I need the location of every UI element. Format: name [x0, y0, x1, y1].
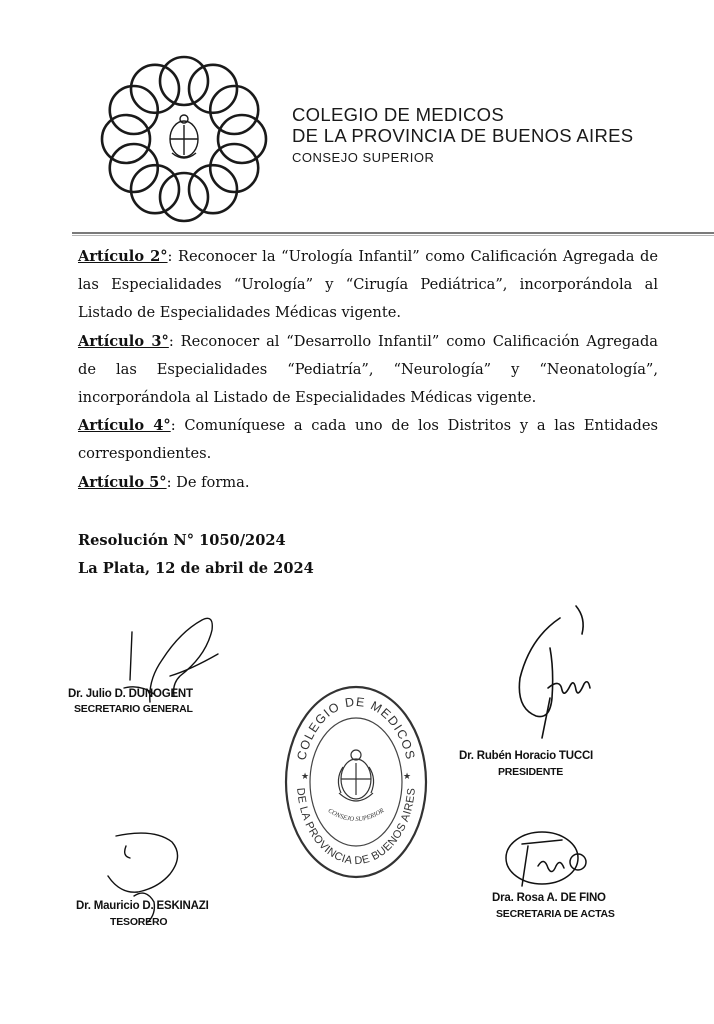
seal-star-right-icon: ★	[402, 772, 412, 782]
logo-ring	[218, 115, 266, 163]
actas-name: Dra. Rosa A. DE FINO	[492, 892, 606, 904]
official-seal	[283, 683, 429, 881]
article-text: : Reconocer al “Desarrollo Infantil” como Calificación Agregada de las Especialidades “Pediatría”, “Neurología” y “Neonatología”, incorporándola al Listado de Especialidades Médicas vigente.	[78, 332, 658, 407]
seal-star-left-icon: ★	[300, 772, 310, 782]
logo-ring	[110, 86, 158, 134]
header-divider-secondary	[72, 235, 714, 236]
article-3	[78, 328, 658, 413]
secretario-title: SECRETARIO GENERAL	[74, 703, 193, 715]
argentina-coat-of-arms-icon	[170, 115, 198, 158]
article-text: : Reconocer la “Urología Infantil” como Calificación Agregada de las Especialidades “Urología” y “Cirugía Pediátrica”, incorporándola al Listado de Especialidades Médicas vigente.	[78, 248, 658, 322]
article-2	[78, 243, 658, 328]
article-text: : De forma.	[166, 473, 250, 491]
actas-title: SECRETARIA DE ACTAS	[496, 908, 615, 920]
article-label: Artículo 4°	[78, 417, 171, 435]
header-divider	[72, 232, 714, 234]
article-label: Artículo 5°	[78, 473, 167, 491]
logo-ring	[210, 144, 258, 192]
logo-ring	[189, 65, 237, 113]
logo-ring	[102, 115, 150, 163]
articles-body	[78, 243, 658, 497]
resolution-block	[78, 527, 314, 583]
signature-presidente	[490, 598, 610, 748]
signature-secretaria-actas	[498, 826, 608, 898]
tesorero-title: TESORERO	[110, 916, 168, 928]
article-4	[78, 412, 658, 468]
seal-bottom-text: DE LA PROVINCIA DE BUENOS AIRES	[294, 787, 418, 868]
tesorero-name: Dr. Mauricio D. ESKINAZI	[76, 900, 209, 912]
logo-ring	[189, 165, 237, 213]
article-text: : Comuníquese a cada uno de los Distritos y a las Entidades correspondientes.	[78, 417, 658, 463]
logo-ring	[210, 86, 258, 134]
coat-of-arms-icon	[338, 750, 373, 801]
org-name-line1: COLEGIO DE MEDICOS	[292, 104, 505, 125]
org-name-line2: DE LA PROVINCIA DE BUENOS AIRES	[292, 125, 634, 146]
org-header	[292, 104, 633, 168]
logo-ring	[160, 173, 208, 221]
presidente-title: PRESIDENTE	[498, 766, 564, 778]
resolution-number: Resolución N° 1050/2024	[78, 532, 286, 549]
college-logo-emblem-icon	[100, 55, 268, 223]
seal-center-text: CONSEJO SUPERIOR	[326, 807, 386, 824]
article-label: Artículo 2°	[78, 248, 168, 265]
logo-ring	[110, 144, 158, 192]
logo-ring	[131, 65, 179, 113]
seal-top-text: COLEGIO DE MEDICOS	[294, 694, 418, 762]
article-5	[78, 469, 658, 497]
org-council: CONSEJO SUPERIOR	[292, 150, 435, 165]
article-label: Artículo 3°	[78, 332, 169, 350]
logo-ring	[160, 57, 208, 105]
secretario-name: Dr. Julio D. DUNOGENT	[68, 688, 193, 700]
presidente-name: Dr. Rubén Horacio TUCCI	[459, 750, 594, 762]
logo-ring	[131, 165, 179, 213]
place-date: La Plata, 12 de abril de 2024	[78, 560, 314, 577]
